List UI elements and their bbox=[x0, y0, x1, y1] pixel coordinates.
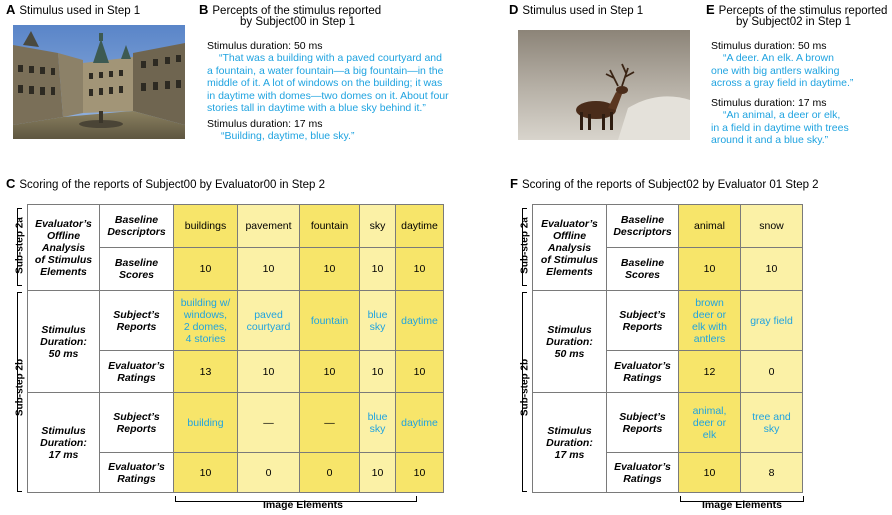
panel-b-quote-50-line: stories tall in daytime with a blue sky behind it.” bbox=[207, 102, 426, 114]
table-row bbox=[28, 393, 444, 453]
report-line: building w/ bbox=[180, 296, 231, 309]
panel-e-duration-50: Stimulus duration: 50 ms bbox=[711, 40, 827, 52]
panel-e-quote-50-line: one with big antlers walking bbox=[711, 64, 840, 77]
panel-b-title-1: Percepts of the stimulus reported bbox=[212, 5, 382, 17]
label-line: Duration: bbox=[546, 335, 593, 348]
report-cell bbox=[174, 291, 238, 351]
report-cell bbox=[679, 393, 741, 453]
evaluator-ratings-label bbox=[100, 453, 174, 493]
rating-cell: 10 bbox=[679, 453, 741, 493]
duration-50-label bbox=[533, 291, 607, 393]
label-line: Reports bbox=[116, 422, 157, 435]
panel-c-bracket-2b bbox=[17, 292, 18, 492]
label-line: Ratings bbox=[117, 371, 156, 384]
rating-cell: 0 bbox=[238, 453, 300, 493]
label-line: Baseline bbox=[114, 257, 159, 269]
label-line: Subject’s bbox=[113, 308, 160, 321]
rating-cell: 10 bbox=[238, 351, 300, 393]
descriptor-cell: daytime bbox=[396, 205, 444, 248]
panel-e-quote-17-line: around it and a blue sky.” bbox=[711, 134, 829, 146]
descriptor-cell: fountain bbox=[300, 205, 360, 248]
label-line: Scores bbox=[624, 269, 661, 281]
label-line: Evaluator’s bbox=[541, 217, 598, 230]
rating-cell: 10 bbox=[396, 453, 444, 493]
report-cell bbox=[741, 393, 803, 453]
label-line: 50 ms bbox=[48, 347, 79, 360]
report-line: elk with bbox=[691, 320, 727, 333]
label-line: Descriptors bbox=[613, 226, 672, 238]
panel-b-duration-50: Stimulus duration: 50 ms bbox=[207, 40, 323, 52]
label-line: Evaluator’s bbox=[614, 460, 671, 473]
panel-e-duration-17: Stimulus duration: 17 ms bbox=[711, 97, 827, 109]
report-cell bbox=[396, 291, 444, 351]
label-line: 17 ms bbox=[48, 448, 79, 461]
panel-c-bracket-2a bbox=[17, 208, 18, 286]
label-line: Baseline bbox=[620, 257, 665, 269]
label-line: Scores bbox=[118, 269, 155, 281]
label-line: Duration: bbox=[40, 335, 87, 348]
panel-e-letter: E bbox=[706, 2, 715, 17]
descriptor-cell: pavement bbox=[238, 205, 300, 248]
rating-cell: 12 bbox=[679, 351, 741, 393]
report-line: blue bbox=[367, 308, 388, 321]
table-row bbox=[533, 393, 803, 453]
label-line: 50 ms bbox=[554, 347, 585, 360]
label-line: Baseline bbox=[114, 214, 159, 226]
report-cell bbox=[300, 393, 360, 453]
panel-a-header bbox=[6, 3, 140, 18]
baseline-descriptors-label bbox=[100, 205, 174, 248]
duration-50-label bbox=[28, 291, 100, 393]
report-line: antlers bbox=[693, 332, 726, 345]
score-cell: 10 bbox=[741, 248, 803, 291]
panel-d-header bbox=[509, 3, 643, 18]
label-line: Duration: bbox=[546, 436, 593, 449]
label-line: Offline bbox=[46, 229, 81, 242]
descriptor-cell: sky bbox=[360, 205, 396, 248]
panel-f-image-elements-label: Image Elements bbox=[702, 499, 782, 511]
label-line: Stimulus bbox=[547, 323, 592, 336]
label-line: Evaluator’s bbox=[35, 217, 92, 230]
panel-b-title-2: by Subject00 in Step 1 bbox=[240, 16, 356, 28]
report-line: — bbox=[324, 416, 335, 429]
report-line: fountain bbox=[310, 314, 349, 327]
label-line: of Stimulus bbox=[540, 253, 599, 266]
panel-b-quote-50-line: “That was a building with a paved courtyard and bbox=[219, 52, 442, 64]
rating-cell: 0 bbox=[300, 453, 360, 493]
panel-c-header bbox=[6, 177, 325, 192]
score-cell: 10 bbox=[679, 248, 741, 291]
rating-cell: 13 bbox=[174, 351, 238, 393]
panel-f-substep-2a: Sub-step 2a bbox=[519, 217, 531, 274]
score-cell: 10 bbox=[238, 248, 300, 291]
score-cell: 10 bbox=[300, 248, 360, 291]
panel-b-duration-17: Stimulus duration: 17 ms bbox=[207, 118, 323, 130]
panel-a-letter: A bbox=[6, 2, 16, 17]
report-line: daytime bbox=[401, 314, 438, 327]
label-line: Analysis bbox=[41, 241, 86, 254]
table-row bbox=[533, 205, 803, 248]
label-line: Subject’s bbox=[619, 308, 666, 321]
label-line: Subject’s bbox=[113, 410, 160, 423]
panel-e-quote-17-line: in a field in daytime with trees bbox=[711, 121, 849, 134]
panel-c-score-table bbox=[27, 204, 444, 493]
report-line: courtyard bbox=[246, 320, 291, 333]
report-cell bbox=[238, 291, 300, 351]
rating-cell: 0 bbox=[741, 351, 803, 393]
label-line: Stimulus bbox=[547, 424, 592, 437]
report-line: building bbox=[187, 416, 224, 429]
report-line: sky bbox=[369, 320, 386, 333]
label-line: Reports bbox=[622, 320, 663, 333]
score-cell: 10 bbox=[396, 248, 444, 291]
panel-b-quote-50-line: in daytime with domes—two domes on it. About four bbox=[207, 89, 449, 102]
panel-b-quote-17: “Building, daytime, blue sky.” bbox=[221, 130, 355, 142]
panel-f-bracket-2b bbox=[522, 292, 523, 492]
report-line: gray field bbox=[750, 314, 793, 327]
label-line: Duration: bbox=[40, 436, 87, 449]
label-line: 17 ms bbox=[554, 448, 585, 461]
panel-f-header bbox=[510, 177, 819, 192]
evaluator-ratings-label bbox=[100, 351, 174, 393]
label-line: Elements bbox=[40, 265, 87, 278]
report-line: animal, bbox=[692, 404, 727, 417]
descriptor-cell: buildings bbox=[174, 205, 238, 248]
report-line: sky bbox=[369, 422, 386, 435]
rating-cell: 10 bbox=[360, 453, 396, 493]
panel-f-substep-2b: Sub-step 2b bbox=[519, 358, 531, 417]
report-cell bbox=[360, 393, 396, 453]
report-line: sky bbox=[763, 422, 780, 435]
label-line: Stimulus bbox=[41, 323, 86, 336]
label-line: Reports bbox=[116, 320, 157, 333]
rating-cell: 10 bbox=[174, 453, 238, 493]
report-line: blue bbox=[367, 410, 388, 423]
panel-e-quote-50-line: across a gray field in daytime.” bbox=[711, 77, 854, 89]
label-line: Stimulus bbox=[41, 424, 86, 437]
panel-f-title: Scoring of the reports of Subject02 by Evaluator 01 Step 2 bbox=[521, 179, 819, 191]
descriptor-cell: snow bbox=[741, 205, 803, 248]
report-cell bbox=[396, 393, 444, 453]
panel-c-title: Scoring of the reports of Subject00 by Evaluator00 in Step 2 bbox=[19, 179, 325, 191]
report-line: — bbox=[263, 416, 274, 429]
rating-cell: 10 bbox=[300, 351, 360, 393]
panel-b-letter: B bbox=[199, 2, 209, 17]
label-line: Evaluator’s bbox=[108, 460, 165, 473]
report-cell bbox=[238, 393, 300, 453]
report-line: brown bbox=[695, 296, 724, 309]
descriptor-cell: animal bbox=[679, 205, 741, 248]
duration-17-label bbox=[533, 393, 607, 493]
label-line: Offline bbox=[552, 229, 587, 242]
panel-f-bracket-2a bbox=[522, 208, 523, 286]
report-line: 2 domes, bbox=[183, 320, 228, 333]
panel-e-title-2: by Subject02 in Step 1 bbox=[736, 16, 852, 28]
label-line: Baseline bbox=[620, 214, 665, 226]
panel-c-substep-2b: Sub-step 2b bbox=[14, 358, 26, 417]
label-line: Evaluator’s bbox=[108, 359, 165, 372]
label-line: Evaluator’s bbox=[614, 359, 671, 372]
report-line: deer or bbox=[692, 416, 727, 429]
panel-b-quote-50 bbox=[207, 52, 457, 115]
panel-a-title: Stimulus used in Step 1 bbox=[19, 5, 141, 17]
rating-cell: 10 bbox=[396, 351, 444, 393]
panel-c-letter: C bbox=[6, 176, 16, 191]
panel-d-title: Stimulus used in Step 1 bbox=[522, 5, 644, 17]
report-cell bbox=[300, 291, 360, 351]
report-line: 4 stories bbox=[185, 332, 226, 345]
label-line: Elements bbox=[546, 265, 593, 278]
score-cell: 10 bbox=[360, 248, 396, 291]
panel-b-quote-50-line: a fountain, a water fountain—a big fountain—in the bbox=[207, 64, 444, 77]
label-line: Ratings bbox=[623, 472, 662, 485]
elk-photo bbox=[518, 30, 690, 140]
report-line: elk bbox=[702, 428, 717, 441]
panel-c-substep-2a: Sub-step 2a bbox=[14, 217, 26, 274]
report-line: tree and bbox=[752, 410, 791, 423]
panel-e-quote-50-line: “A deer. An elk. A brown bbox=[723, 52, 834, 64]
panel-e-quote-17-line: “An animal, a deer or elk, bbox=[723, 109, 841, 121]
panel-c-image-elements-label: Image Elements bbox=[263, 499, 343, 511]
subject-reports-label bbox=[100, 393, 174, 453]
report-line: deer or bbox=[692, 308, 727, 321]
subject-reports-label bbox=[607, 291, 679, 351]
panel-f-score-table bbox=[532, 204, 803, 493]
table-row bbox=[28, 291, 444, 351]
evaluator-ratings-label bbox=[607, 453, 679, 493]
panel-f-letter: F bbox=[510, 176, 518, 191]
label-line: Analysis bbox=[547, 241, 592, 254]
label-line: Reports bbox=[622, 422, 663, 435]
label-line: of Stimulus bbox=[34, 253, 93, 266]
report-line: paved bbox=[254, 308, 283, 321]
table-row bbox=[28, 205, 444, 248]
baseline-scores-label bbox=[100, 248, 174, 291]
score-cell: 10 bbox=[174, 248, 238, 291]
evaluator-ratings-label bbox=[607, 351, 679, 393]
report-line: windows, bbox=[183, 308, 228, 321]
duration-17-label bbox=[28, 393, 100, 493]
baseline-scores-label bbox=[607, 248, 679, 291]
rating-cell: 8 bbox=[741, 453, 803, 493]
panel-e-quote-50 bbox=[711, 52, 891, 90]
panel-e-quote-17 bbox=[711, 109, 891, 147]
offline-analysis-label bbox=[28, 205, 100, 291]
panel-d-letter: D bbox=[509, 2, 519, 17]
label-line: Subject’s bbox=[619, 410, 666, 423]
report-cell bbox=[679, 291, 741, 351]
rating-cell: 10 bbox=[360, 351, 396, 393]
baseline-descriptors-label bbox=[607, 205, 679, 248]
label-line: Ratings bbox=[623, 371, 662, 384]
label-line: Ratings bbox=[117, 472, 156, 485]
offline-analysis-label bbox=[533, 205, 607, 291]
report-cell bbox=[741, 291, 803, 351]
castle-photo bbox=[13, 25, 185, 139]
panel-e-title-1: Percepts of the stimulus reported bbox=[718, 5, 888, 17]
table-row bbox=[533, 291, 803, 351]
report-cell bbox=[174, 393, 238, 453]
subject-reports-label bbox=[100, 291, 174, 351]
subject-reports-label bbox=[607, 393, 679, 453]
report-line: daytime bbox=[401, 416, 438, 429]
panel-b-quote-50-line: middle of it. A lot of windows on the building; it was bbox=[207, 77, 443, 89]
label-line: Descriptors bbox=[107, 226, 166, 238]
report-cell bbox=[360, 291, 396, 351]
